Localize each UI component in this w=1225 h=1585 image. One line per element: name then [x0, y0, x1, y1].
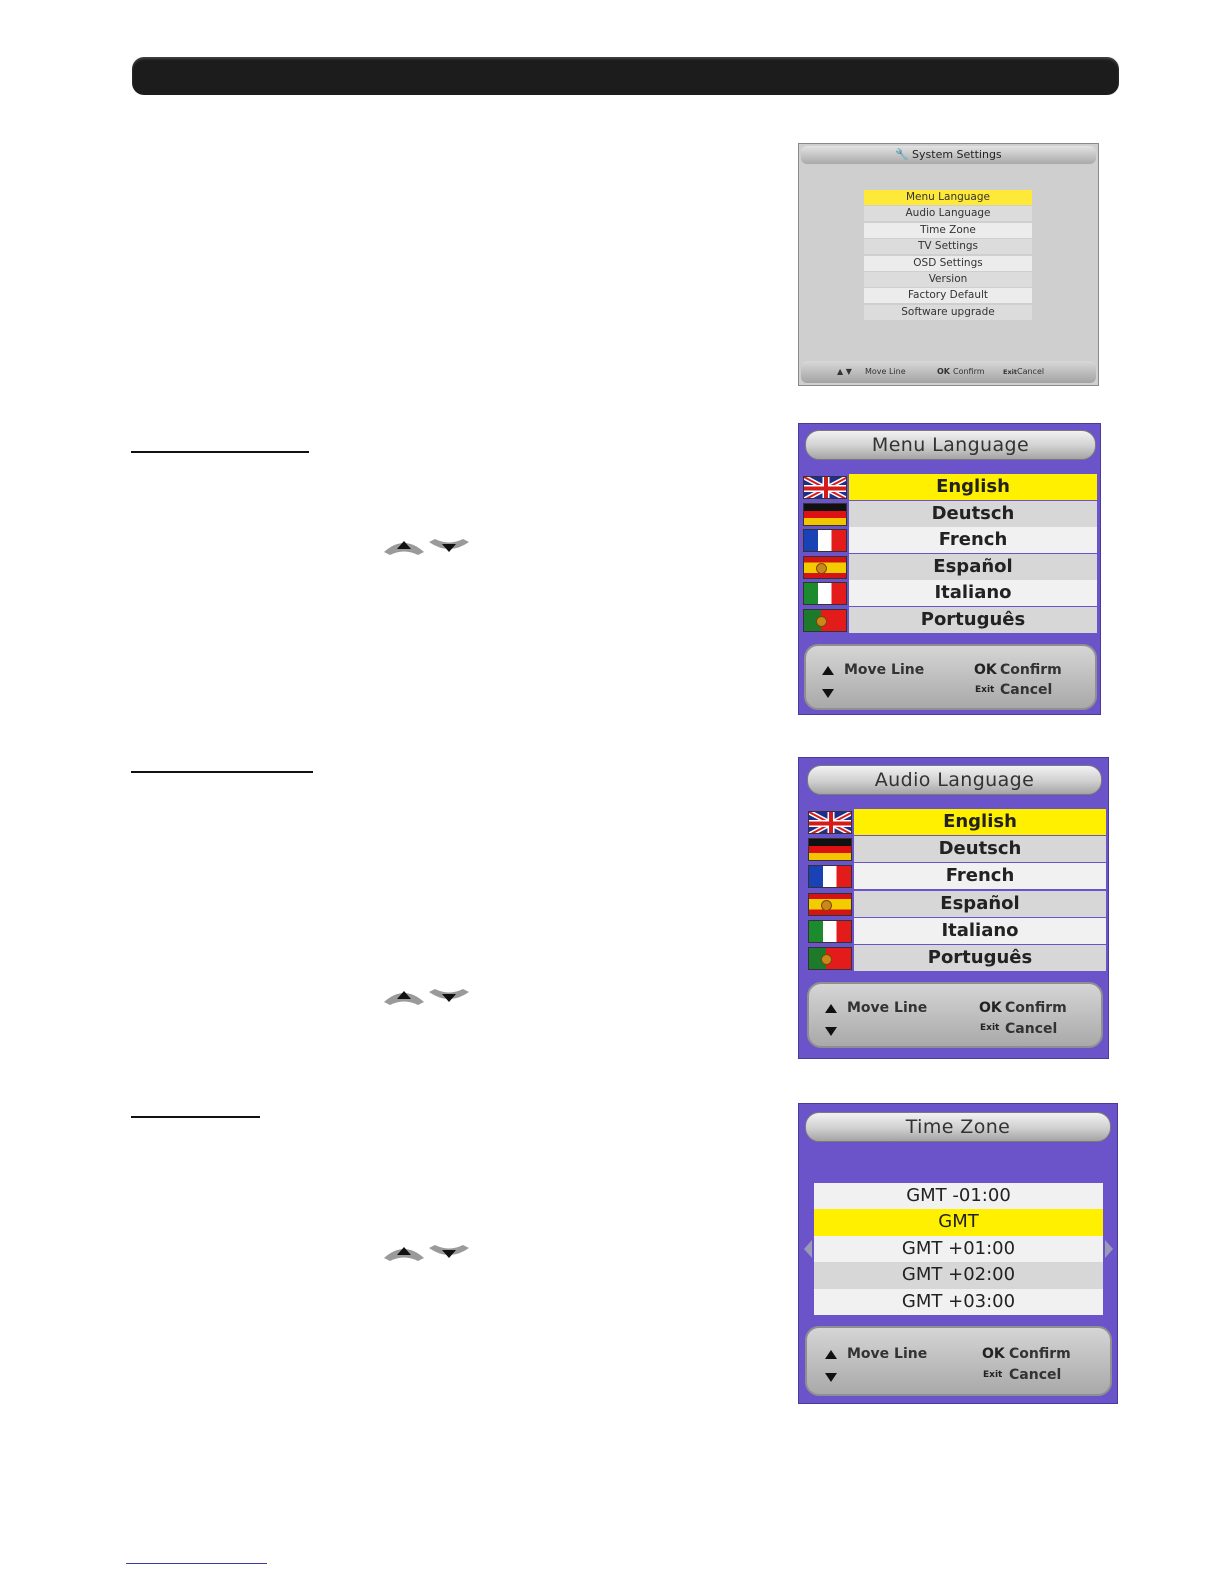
up-arrow-icon — [825, 1347, 837, 1363]
down-arrow-icon — [822, 686, 834, 702]
section-underline-menu-language — [131, 451, 309, 453]
menu-item-version[interactable]: Version — [864, 272, 1032, 287]
language-row[interactable] — [799, 501, 1097, 528]
menu-item-audio-language[interactable]: Audio Language — [864, 206, 1032, 221]
footer-confirm: Confirm — [1005, 1000, 1067, 1016]
footer-cancel: Cancel — [1000, 682, 1053, 698]
footer-cancel: Cancel — [1005, 1021, 1058, 1037]
wrench-icon: 🔧 — [895, 148, 910, 161]
es-flag-icon — [803, 556, 847, 579]
language-label: English — [849, 474, 1097, 500]
language-row[interactable] — [799, 580, 1097, 607]
menu-item-time-zone[interactable]: Time Zone — [864, 223, 1032, 238]
exit-key-label: Exit — [980, 1023, 1000, 1033]
time-zone-row[interactable]: GMT +02:00 — [814, 1262, 1103, 1288]
system-settings-title-bar — [801, 146, 1096, 164]
language-label: French — [849, 527, 1097, 553]
down-arrow-icon — [825, 1024, 837, 1040]
up-down-keys-icon — [382, 986, 472, 1008]
de-flag-icon — [808, 838, 852, 861]
left-arrow-icon[interactable] — [804, 1240, 812, 1258]
footer-confirm: Confirm — [1000, 662, 1062, 678]
section-underline-audio-language — [131, 771, 313, 773]
bottom-link-underline — [126, 1563, 267, 1564]
time-zone-title: Time Zone — [805, 1112, 1111, 1142]
system-settings-screen — [798, 143, 1099, 386]
menu-item-tv-settings[interactable]: TV Settings — [864, 239, 1032, 254]
uk-flag-icon — [808, 811, 852, 834]
up-arrow-icon — [825, 1001, 837, 1017]
language-row[interactable] — [799, 607, 1097, 634]
language-row[interactable] — [804, 863, 1106, 890]
pt-flag-icon — [808, 947, 852, 970]
system-settings-menu — [864, 190, 1032, 321]
language-row[interactable] — [804, 945, 1106, 972]
menu-item-software-upgrade[interactable]: Software upgrade — [864, 305, 1032, 320]
footer-cancel: Cancel — [1009, 1367, 1062, 1383]
time-zone-row[interactable]: GMT +03:00 — [814, 1289, 1103, 1315]
it-flag-icon — [808, 920, 852, 943]
language-label: English — [854, 809, 1106, 835]
ok-key-label: OK — [937, 367, 950, 376]
section-underline-time-zone — [131, 1116, 260, 1118]
ok-key-label: OK — [974, 662, 997, 678]
menu-language-footer — [804, 644, 1097, 710]
menu-item-factory-default[interactable]: Factory Default — [864, 288, 1032, 303]
ok-key-label: OK — [982, 1346, 1005, 1362]
menu-language-screen — [798, 423, 1101, 715]
pt-flag-icon — [803, 609, 847, 632]
footer-confirm: Confirm — [953, 367, 985, 376]
language-row[interactable] — [804, 836, 1106, 863]
language-row[interactable] — [804, 891, 1106, 918]
language-row[interactable] — [804, 918, 1106, 945]
uk-flag-icon — [803, 476, 847, 499]
time-zone-screen — [798, 1103, 1118, 1404]
language-label: French — [854, 863, 1106, 889]
language-label: Português — [849, 607, 1097, 633]
language-label: Deutsch — [854, 836, 1106, 862]
up-down-keys-icon — [382, 536, 472, 558]
footer-move-line: Move Line — [847, 1000, 928, 1016]
de-flag-icon — [803, 503, 847, 526]
language-row[interactable] — [799, 474, 1097, 501]
audio-language-title: Audio Language — [807, 765, 1102, 795]
language-label: Deutsch — [849, 501, 1097, 527]
audio-language-footer — [807, 982, 1103, 1048]
ok-key-label: OK — [979, 1000, 1002, 1016]
menu-language-list — [799, 474, 1097, 634]
footer-move-line: Move Line — [865, 367, 906, 376]
footer-cancel: Cancel — [1017, 367, 1045, 376]
menu-item-menu-language[interactable]: Menu Language — [864, 190, 1032, 205]
footer-move-line: Move Line — [847, 1346, 928, 1362]
down-arrow-icon — [825, 1370, 837, 1386]
up-down-arrow-icon: ▲ ▼ — [837, 367, 852, 376]
right-arrow-icon[interactable] — [1105, 1240, 1113, 1258]
fr-flag-icon — [808, 865, 852, 888]
exit-key-label: Exit — [983, 1370, 1003, 1380]
audio-language-screen — [798, 757, 1109, 1059]
system-settings-title: System Settings — [912, 148, 1002, 161]
language-row[interactable] — [799, 527, 1097, 554]
time-zone-row[interactable]: GMT — [814, 1209, 1103, 1235]
language-row[interactable] — [799, 554, 1097, 581]
language-label: Español — [849, 554, 1097, 580]
time-zone-list — [814, 1183, 1103, 1315]
menu-language-title: Menu Language — [805, 430, 1096, 460]
up-arrow-icon — [822, 663, 834, 679]
language-label: Italiano — [854, 918, 1106, 944]
exit-key-label: Exit — [975, 685, 995, 695]
language-label: Italiano — [849, 580, 1097, 606]
fr-flag-icon — [803, 529, 847, 552]
header-bar — [132, 57, 1119, 95]
it-flag-icon — [803, 582, 847, 605]
time-zone-row[interactable]: GMT +01:00 — [814, 1236, 1103, 1262]
time-zone-row[interactable]: GMT -01:00 — [814, 1183, 1103, 1209]
time-zone-footer — [805, 1326, 1112, 1396]
footer-confirm: Confirm — [1009, 1346, 1071, 1362]
menu-item-osd-settings[interactable]: OSD Settings — [864, 256, 1032, 271]
up-down-keys-icon — [382, 1242, 472, 1264]
language-label: Español — [854, 891, 1106, 917]
language-row[interactable] — [804, 809, 1106, 836]
audio-language-list — [804, 809, 1106, 972]
system-settings-footer — [801, 361, 1096, 383]
language-label: Português — [854, 945, 1106, 971]
footer-move-line: Move Line — [844, 662, 925, 678]
es-flag-icon — [808, 893, 852, 916]
exit-key-label: Exit — [1003, 368, 1017, 376]
